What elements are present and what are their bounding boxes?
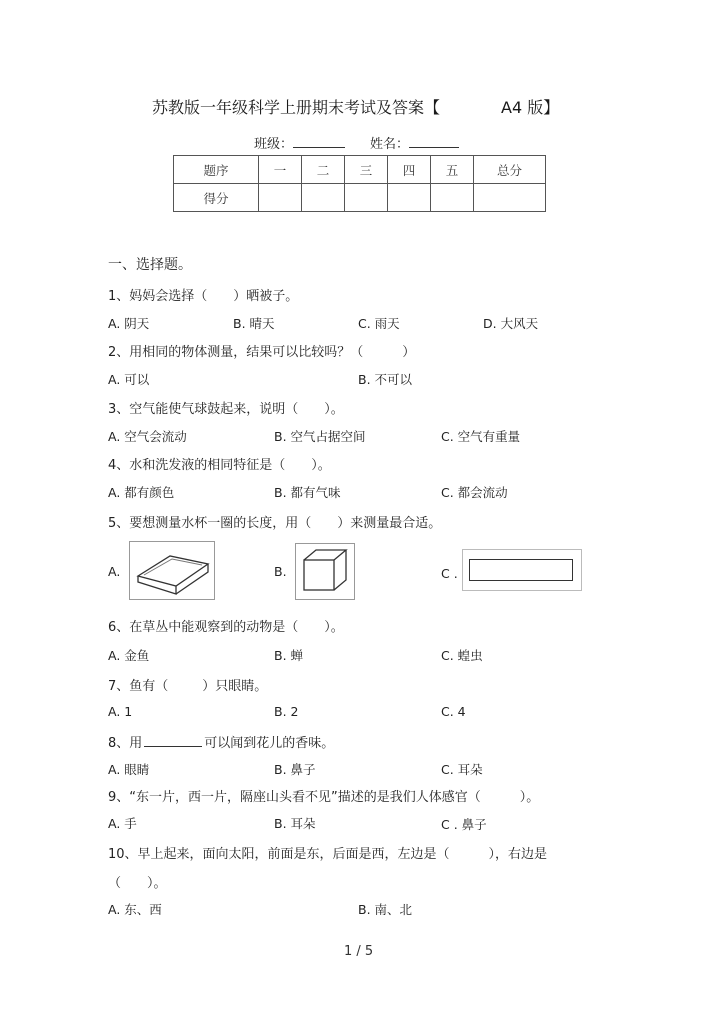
question-6: 6、在草丛中能观察到的动物是（ ）。 bbox=[108, 620, 344, 635]
score-cell: 总分 bbox=[474, 156, 546, 184]
section-heading: 一、选择题。 bbox=[108, 257, 192, 273]
score-cell: 三 bbox=[345, 156, 388, 184]
score-table-header-row bbox=[174, 156, 546, 184]
q7-stem-start: 7、鱼有（ bbox=[108, 679, 169, 694]
eraser-icon bbox=[130, 542, 214, 599]
tape-image bbox=[462, 549, 582, 591]
q1-option-d: D. 大风天 bbox=[483, 316, 539, 331]
question-4: 4、水和洗发液的相同特征是（ ）。 bbox=[108, 458, 331, 473]
q2-option-a: A. 可以 bbox=[108, 372, 150, 387]
score-table-score-row bbox=[174, 184, 546, 212]
score-cell bbox=[259, 184, 302, 212]
name-label: 姓名： bbox=[370, 137, 410, 152]
q8-option-b: B. 鼻子 bbox=[274, 762, 316, 777]
q4-option-a: A. 都有颜色 bbox=[108, 485, 175, 500]
q7-stem-end: ）只眼睛。 bbox=[202, 679, 268, 694]
class-label: 班级： bbox=[254, 137, 294, 152]
question-10: 10、早上起来，面向太阳，前面是东，后面是西，左边是（ ），右边是 bbox=[108, 847, 548, 862]
page-number: 1 / 5 bbox=[344, 944, 374, 959]
q9-option-b: B. 耳朵 bbox=[274, 816, 316, 831]
score-cell: 一 bbox=[259, 156, 302, 184]
q1-option-a: A. 阴天 bbox=[108, 316, 150, 331]
rectangle-icon bbox=[469, 559, 573, 581]
question-3: 3、空气能使气球鼓起来，说明（ ）。 bbox=[108, 402, 344, 417]
q10-option-a: A. 东、西 bbox=[108, 902, 162, 917]
q7-option-b: B. 2 bbox=[274, 704, 299, 719]
q5-option-c: C . bbox=[441, 566, 458, 581]
eraser-image bbox=[129, 541, 215, 600]
score-cell: 得分 bbox=[174, 184, 259, 212]
score-cell: 四 bbox=[388, 156, 431, 184]
score-cell bbox=[345, 184, 388, 212]
q9-option-a: A. 手 bbox=[108, 816, 137, 831]
q4-option-c: C. 都会流动 bbox=[441, 485, 508, 500]
question-8 bbox=[108, 732, 334, 751]
class-blank bbox=[293, 147, 345, 148]
q8-stem-end: 可以闻到花儿的香味。 bbox=[204, 736, 335, 751]
q2-option-b: B. 不可以 bbox=[358, 372, 413, 387]
score-cell bbox=[474, 184, 546, 212]
class-field bbox=[254, 133, 345, 152]
question-10-continued: （ ）。 bbox=[108, 876, 167, 891]
question-1: 1、妈妈会选择（ ）晒被子。 bbox=[108, 289, 299, 304]
q3-option-b: B. 空气占据空间 bbox=[274, 429, 366, 444]
q8-stem-start: 8、用 bbox=[108, 736, 143, 751]
q3-option-c: C. 空气有重量 bbox=[441, 429, 521, 444]
q10-option-b: B. 南、北 bbox=[358, 902, 413, 917]
score-cell bbox=[302, 184, 345, 212]
score-cell: 二 bbox=[302, 156, 345, 184]
q8-blank bbox=[144, 746, 202, 747]
q6-option-a: A. 金鱼 bbox=[108, 648, 150, 663]
q5-option-b: B. bbox=[274, 564, 287, 579]
question-9: 9、“东一片，西一片，隔座山头看不见”描述的是我们人体感官（ ）。 bbox=[108, 790, 540, 805]
q8-option-a: A. 眼睛 bbox=[108, 762, 150, 777]
q5-option-a: A. bbox=[108, 564, 121, 579]
page-title-suffix: A4 版】 bbox=[501, 98, 560, 117]
q6-option-b: B. 蝉 bbox=[274, 648, 304, 663]
question-5: 5、要想测量水杯一圈的长度，用（ ）来测量最合适。 bbox=[108, 516, 442, 531]
name-blank bbox=[409, 147, 459, 148]
score-cell: 题序 bbox=[174, 156, 259, 184]
score-cell bbox=[388, 184, 431, 212]
score-cell bbox=[431, 184, 474, 212]
q1-option-c: C. 雨天 bbox=[358, 316, 400, 331]
q7-option-c: C. 4 bbox=[441, 704, 466, 719]
q7-option-a: A. 1 bbox=[108, 704, 133, 719]
q1-option-b: B. 晴天 bbox=[233, 316, 275, 331]
cube-image bbox=[295, 543, 355, 600]
q8-option-c: C. 耳朵 bbox=[441, 762, 483, 777]
question-7 bbox=[108, 675, 267, 694]
cube-icon bbox=[296, 544, 354, 599]
name-field bbox=[370, 133, 459, 152]
q6-option-c: C. 蝗虫 bbox=[441, 648, 483, 663]
q3-option-a: A. 空气会流动 bbox=[108, 429, 187, 444]
page-title: 苏教版一年级科学上册期末考试及答案【 bbox=[152, 98, 441, 117]
question-2: 2、用相同的物体测量，结果可以比较吗？（ ） bbox=[108, 345, 416, 360]
score-cell: 五 bbox=[431, 156, 474, 184]
score-table bbox=[173, 155, 546, 212]
q4-option-b: B. 都有气味 bbox=[274, 485, 341, 500]
q9-option-c: C . 鼻子 bbox=[441, 817, 487, 832]
